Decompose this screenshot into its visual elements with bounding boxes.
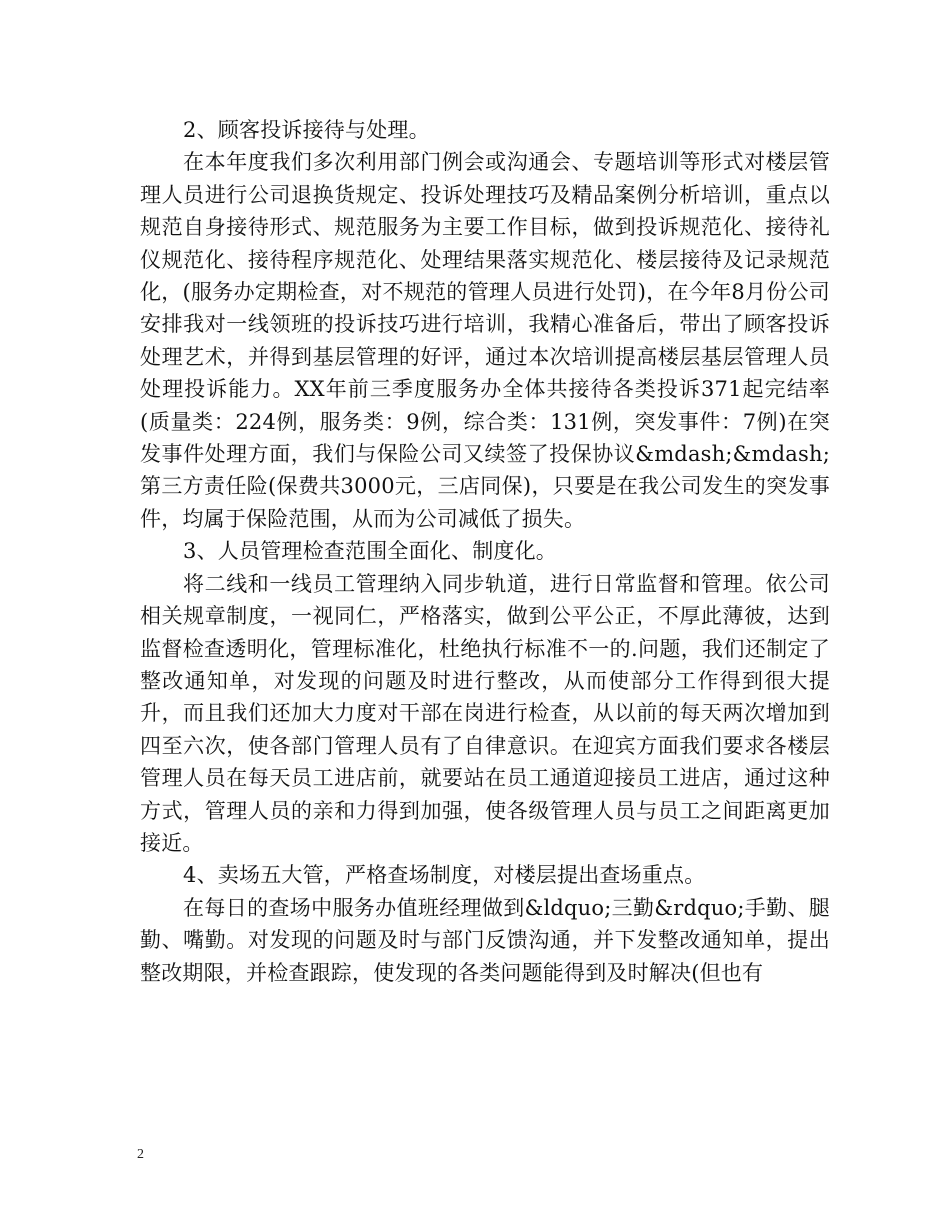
section-heading-complaints: 2、顾客投诉接待与处理。: [183, 118, 430, 142]
document-body: [140, 114, 830, 989]
paragraph-complaints: 在本年度我们多次利用部门例会或沟通会、专题培训等形式对楼层管理人员进行公司退换货规定、投诉处理技巧及精品案例分析培训，重点以规范自身接待形式、规范服务为主要工作目标，做到投诉规范化、接待礼仪规范化、接待程序规范化、处理结果落实规范化、楼层接待及记录规范化，(服务办定期检查，对不规范的管理人员进行处罚)，在今年8月份公司安排我对一线领班的投诉技巧进行培训，我精心准备后，带出了顾客投诉处理艺术，并得到基层管理的好评，通过本次培训提高楼层基层管理人员处理投诉能力。XX年前三季度服务办全体共接待各类投诉371起完结率(质量类：224例，服务类：9例，综合类：131例，突发事件：7例)在突发事件处理方面，我们与保险公司又续签了投保协议&mdash;&mdash;第三方责任险(保费共3000元，三店同保)，只要是在我公司发生的突发事件，均属于保险范围，从而为公司减低了损失。: [140, 150, 830, 531]
paragraph-staff-inspection: 将二线和一线员工管理纳入同步轨道，进行日常监督和管理。依公司相关规章制度，一视同仁，严格落实，做到公平公正，不厚此薄彼，达到监督检查透明化，管理标准化，杜绝执行标准不一的.问题，我们还制定了整改通知单，对发现的问题及时进行整改，从而使部分工作得到很大提升，而且我们还加大力度对干部在岗进行检查，从以前的每天两次增加到四至六次，使各部门管理人员有了自律意识。在迎宾方面我们要求各楼层管理人员在每天员工进店前，就要站在员工通道迎接员工进店，通过这种方式，管理人员的亲和力得到加强，使各级管理人员与员工之间距离更加接近。: [140, 571, 830, 855]
section-heading-floor-inspection: 4、卖场五大管，严格查场制度，对楼层提出查场重点。: [183, 863, 706, 888]
section-heading-staff-inspection: 3、人员管理检查范围全面化、制度化。: [183, 539, 558, 564]
paragraph-floor-inspection: 在每日的查场中服务办值班经理做到&ldquo;三勤&rdquo;手勤、腿勤、嘴勤。对发现的问题及时与部门反馈沟通，并下发整改通知单，提出整改期限，并检查跟踪，使发现的各类问题能得到及时解决(但也有: [140, 895, 830, 985]
page-number: 2: [137, 1147, 144, 1162]
